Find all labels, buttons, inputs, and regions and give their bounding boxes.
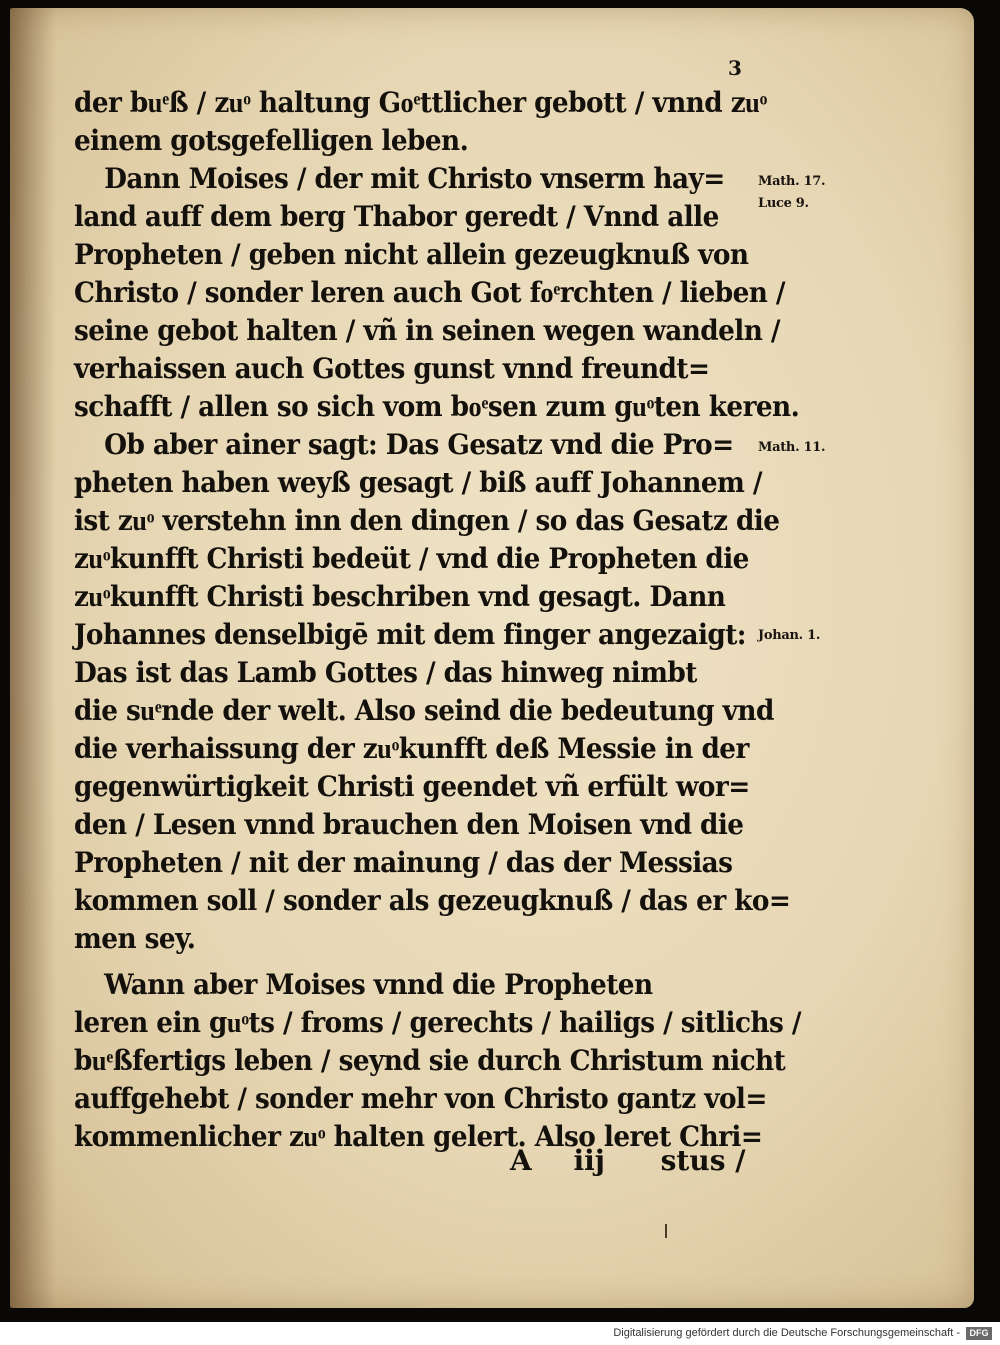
margin-note-reference: Math. 11.: [758, 440, 826, 455]
text-line: buͤßfertigs leben / seynd sie durch Christum nicht: [74, 1044, 786, 1077]
digitization-footer: [0, 1322, 1000, 1345]
text-line: Propheten / nit der mainung / das der Messias: [74, 846, 733, 879]
text-line: die suͤnde der welt. Also seind die bedeutung vnd: [74, 694, 774, 727]
dfg-logo: DFG: [966, 1327, 992, 1340]
text-line: der buͤß / zuͦ haltung Goͤttlicher gebott / vnnd zuͦ: [74, 86, 767, 119]
text-line: Christo / sonder leren auch Got foͤrchten / lieben /: [74, 276, 785, 309]
text-line: Propheten / geben nicht allein gezeugknuß von: [74, 238, 749, 271]
text-line: verhaissen auch Gottes gunst vnnd freundt=: [74, 352, 710, 385]
text-line: Johannes denselbigē mit dem finger angezaigt:: [74, 618, 746, 651]
page-gutter-shadow: [10, 8, 56, 1308]
text-line: gegenwürtigkeit Christi geendet vñ erfült wor=: [74, 770, 750, 803]
folio-number: 3: [728, 56, 742, 80]
text-line: den / Lesen vnnd brauchen den Moisen vnd die: [74, 808, 744, 841]
text-line: kommenlicher zuͦ halten gelert. Also leret Chri=: [74, 1120, 763, 1153]
text-line: Ob aber ainer sagt: Das Gesatz vnd die Pro=: [104, 428, 734, 461]
margin-note-reference: Johan. 1.: [758, 628, 821, 643]
signature-number: iij: [573, 1144, 605, 1177]
margin-note-reference: Math. 17.: [758, 174, 826, 189]
catchword: stus /: [660, 1144, 746, 1177]
funding-credit: Digitalisierung gefördert durch die Deutsche Forschungsgemeinschaft -: [613, 1327, 960, 1339]
text-line: die verhaissung der zuͦkunfft deß Messie in der: [74, 732, 749, 765]
margin-note-reference: Luce 9.: [758, 196, 809, 211]
text-line: Das ist das Lamb Gottes / das hinweg nimbt: [74, 656, 697, 689]
book-page: [10, 8, 974, 1308]
text-line: land auff dem berg Thabor geredt / Vnnd alle: [74, 200, 719, 233]
text-line: schafft / allen so sich vom boͤsen zum guͦten keren.: [74, 390, 800, 423]
signature-line: [510, 1144, 745, 1177]
text-line: pheten haben weyß gesagt / biß auff Johannem /: [74, 466, 762, 499]
text-line: auffgehebt / sonder mehr von Christo gantz vol=: [74, 1082, 767, 1115]
text-line: men sey.: [74, 922, 196, 955]
text-line: Dann Moises / der mit Christo vnserm hay=: [104, 162, 725, 195]
text-line: zuͦkunfft Christi beschriben vnd gesagt. Dann: [74, 580, 726, 613]
text-line: kommen soll / sonder als gezeugknuß / das er ko=: [74, 884, 791, 917]
text-line: Wann aber Moises vnnd die Propheten: [104, 968, 653, 1001]
text-line: ist zuͦ verstehn inn den dingen / so das Gesatz die: [74, 504, 780, 537]
text-line: zuͦkunfft Christi bedeüt / vnd die Propheten die: [74, 542, 749, 575]
ink-mark: [665, 1224, 667, 1238]
text-line: seine gebot halten / vñ in seinen wegen wandeln /: [74, 314, 780, 347]
signature-mark: A: [510, 1144, 532, 1177]
text-line: einem gotsgefelligen leben.: [74, 124, 469, 157]
text-line: leren ein guͦts / froms / gerechts / hailigs / sitlichs /: [74, 1006, 801, 1039]
